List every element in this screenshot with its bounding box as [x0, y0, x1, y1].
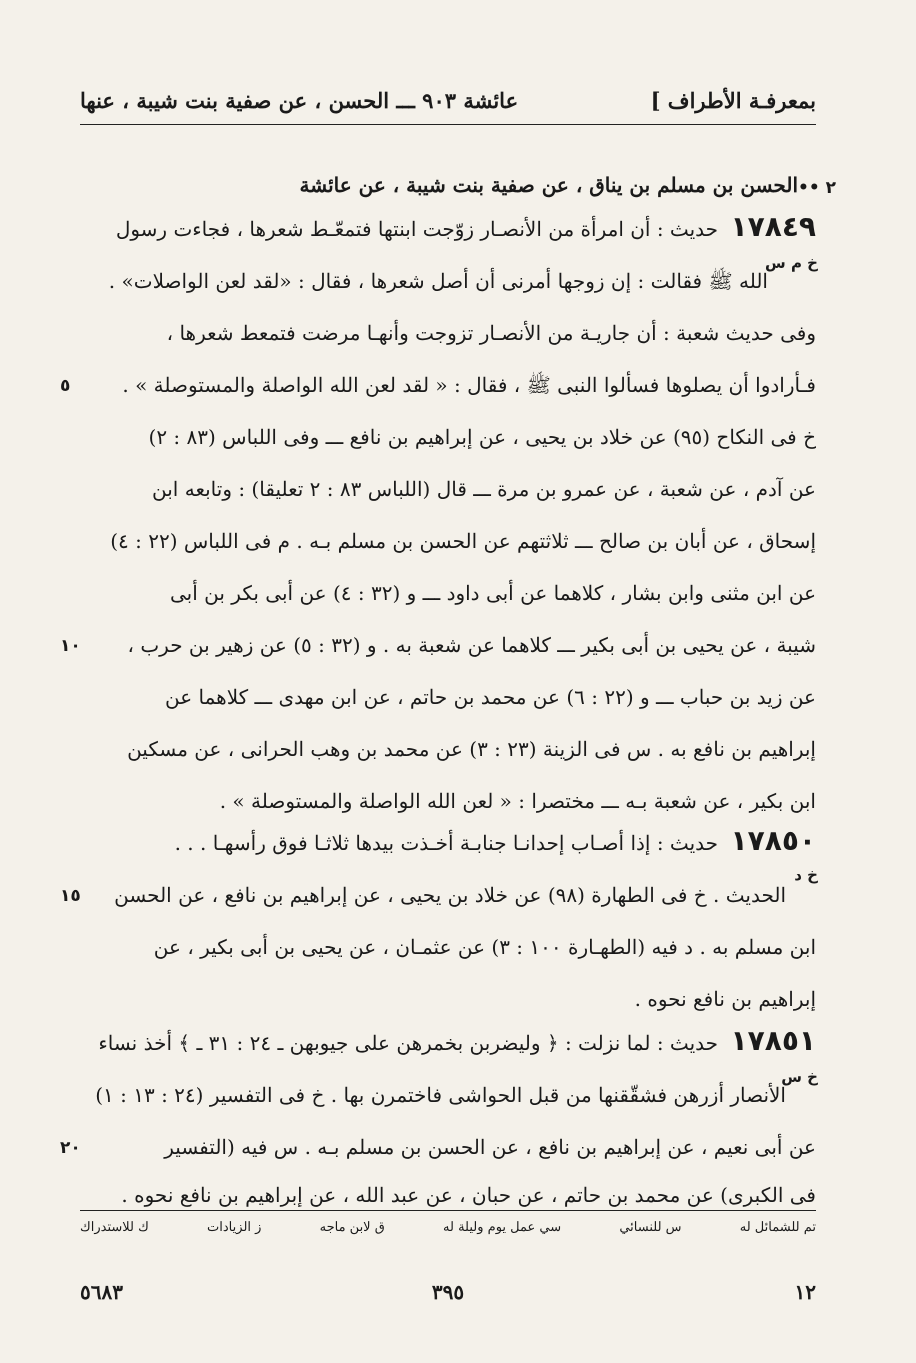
section-title: الحسن بن مسلم بن يناق ، عن صفية بنت شيبة ، عن عائشة	[299, 173, 798, 197]
running-header	[80, 82, 816, 118]
side-code-1: خ م س	[765, 254, 818, 272]
text-line: حديث : أن امرأة من الأنصـار زوّجت ابنتها فتمعّـط شعرها ، فجاءت رسول	[115, 217, 718, 241]
text-line: إسحاق ، عن أبان بن صالح ـــ ثلاثتهم عن الحسن بن مسلم بـه . م فى اللباس (٢٢ : ٤)	[110, 529, 816, 553]
abbreviation: ق لابن ماجه	[319, 1220, 385, 1235]
abbreviation-key	[80, 1220, 816, 1235]
text-line: الحديث . خ فى الطهارة (٩٨) عن خلاد بن يحيى ، عن إبراهيم بن نافع ، عن الحسن	[114, 883, 786, 907]
text-line: إبراهيم بن نافع نحوه .	[634, 987, 816, 1011]
side-code-3: خ س	[781, 1068, 818, 1086]
abbreviation: س للنسائي	[619, 1220, 682, 1235]
text-line: إبراهيم بن نافع به . س فى الزينة (٢٣ : ٣) عن محمد بن وهب الحرانى ، عن مسكين	[127, 737, 816, 761]
section-marker: ٢ ••	[797, 178, 836, 198]
line-number-10: ١٠	[60, 636, 81, 656]
hadith-number-17849: ١٧٨٤٩	[730, 210, 816, 243]
text-line: ابن مسلم به . د فيه (الطهـارة ١٠٠ : ٣) عن عثمـان ، عن يحيى بن أبى بكير ، عن	[153, 935, 816, 959]
side-code-2: خ د	[794, 866, 818, 884]
volume-number: ١٢	[794, 1280, 816, 1304]
line-number-15: ١٥	[60, 886, 81, 906]
text-line: حديث : إذا أصـاب إحدانـا جنابـة أخـذت بيدها ثلاثـا فوق رأسهـا . . .	[174, 831, 718, 855]
text-line: ابن بكير ، عن شعبة بـه ـــ مختصرا : « لعن الله الواصلة والمستوصلة » .	[219, 789, 816, 813]
abbreviation: ز الزيادات	[207, 1220, 262, 1235]
text-line: عن آدم ، عن شعبة ، عن عمرو بن مرة ـــ قال (اللباس ٨٣ : ٢ تعليقا) : وتابعه ابن	[152, 477, 816, 501]
text-line: الأنصار أزرهن فشقّقنها من قبل الحواشى فاختمرن بها . خ فى التفسير (٢٤ : ١٣ : ١)	[95, 1083, 786, 1107]
abbreviation: ك للاستدراك	[80, 1220, 149, 1235]
hadith-number-17850: ١٧٨٥٠	[730, 824, 816, 857]
text-line: فى الكبرى) عن محمد بن حاتم ، عن حبان ، عن عبد الله ، عن إبراهيم بن نافع نحوه .	[121, 1183, 816, 1207]
header-right-text: بمعرفـة الأطراف ]	[650, 87, 816, 113]
text-line: وفى حديث شعبة : أن جاريـة من الأنصـار تزوجت وأنهـا مرضت فتمعط شعرها ،	[166, 321, 816, 345]
text-line: خ فى النكاح (٩٥) عن خلاد بن يحيى ، عن إبراهيم بن نافع ـــ وفى اللباس (٨٣ : ٢)	[148, 425, 816, 449]
abbreviation: سي عمل يوم وليلة له	[443, 1220, 562, 1235]
text-line: عن ابن مثنى وابن بشار ، كلاهما عن أبى داود ـــ و (٣٢ : ٤) عن أبى بكر بن أبى	[169, 581, 816, 605]
text-line: شيبة ، عن يحيى بن أبى بكير ـــ كلاهما عن شعبة به . و (٣٢ : ٥) عن زهير بن حرب ،	[127, 633, 816, 657]
text-line: فـأرادوا أن يصلوها فسألوا النبى ﷺ ، فقال : « لقد لعن الله الواصلة والمستوصلة » .	[122, 373, 816, 397]
line-number-20: ٢٠	[60, 1138, 81, 1158]
text-line: عن زيد بن حباب ـــ و (٢٢ : ٦) عن محمد بن حاتم ، عن ابن مهدى ـــ كلاهما عن	[164, 685, 816, 709]
text-line: عن أبى نعيم ، عن إبراهيم بن نافع ، عن الحسن بن مسلم بـه . س فيه (التفسير	[164, 1135, 816, 1159]
text-line: حديث : لما نزلت : ﴿ وليضربن بخمرهن على جيوبهن ـ ٢٤ : ٣١ ـ ﴾ أخذ نساء	[98, 1031, 718, 1055]
abbreviation: تم للشمائل له	[739, 1220, 816, 1235]
footnote-rule	[80, 1210, 816, 1211]
header-left-text: عائشة ٩٠٣ ـــ الحسن ، عن صفية بنت شيبة ، عنها	[80, 87, 519, 113]
page-number: ٣٩٥	[431, 1280, 465, 1304]
hadith-number-17851: ١٧٨٥١	[730, 1024, 816, 1057]
text-line: الله ﷺ فقالت : إن زوجها أمرنى أن أصل شعرها ، فقال : «لقد لعن الواصلات» .	[108, 269, 768, 293]
footer-left-number: ٥٦٨٣	[80, 1280, 123, 1304]
header-rule	[80, 124, 816, 125]
line-number-5: ٥	[60, 376, 71, 396]
